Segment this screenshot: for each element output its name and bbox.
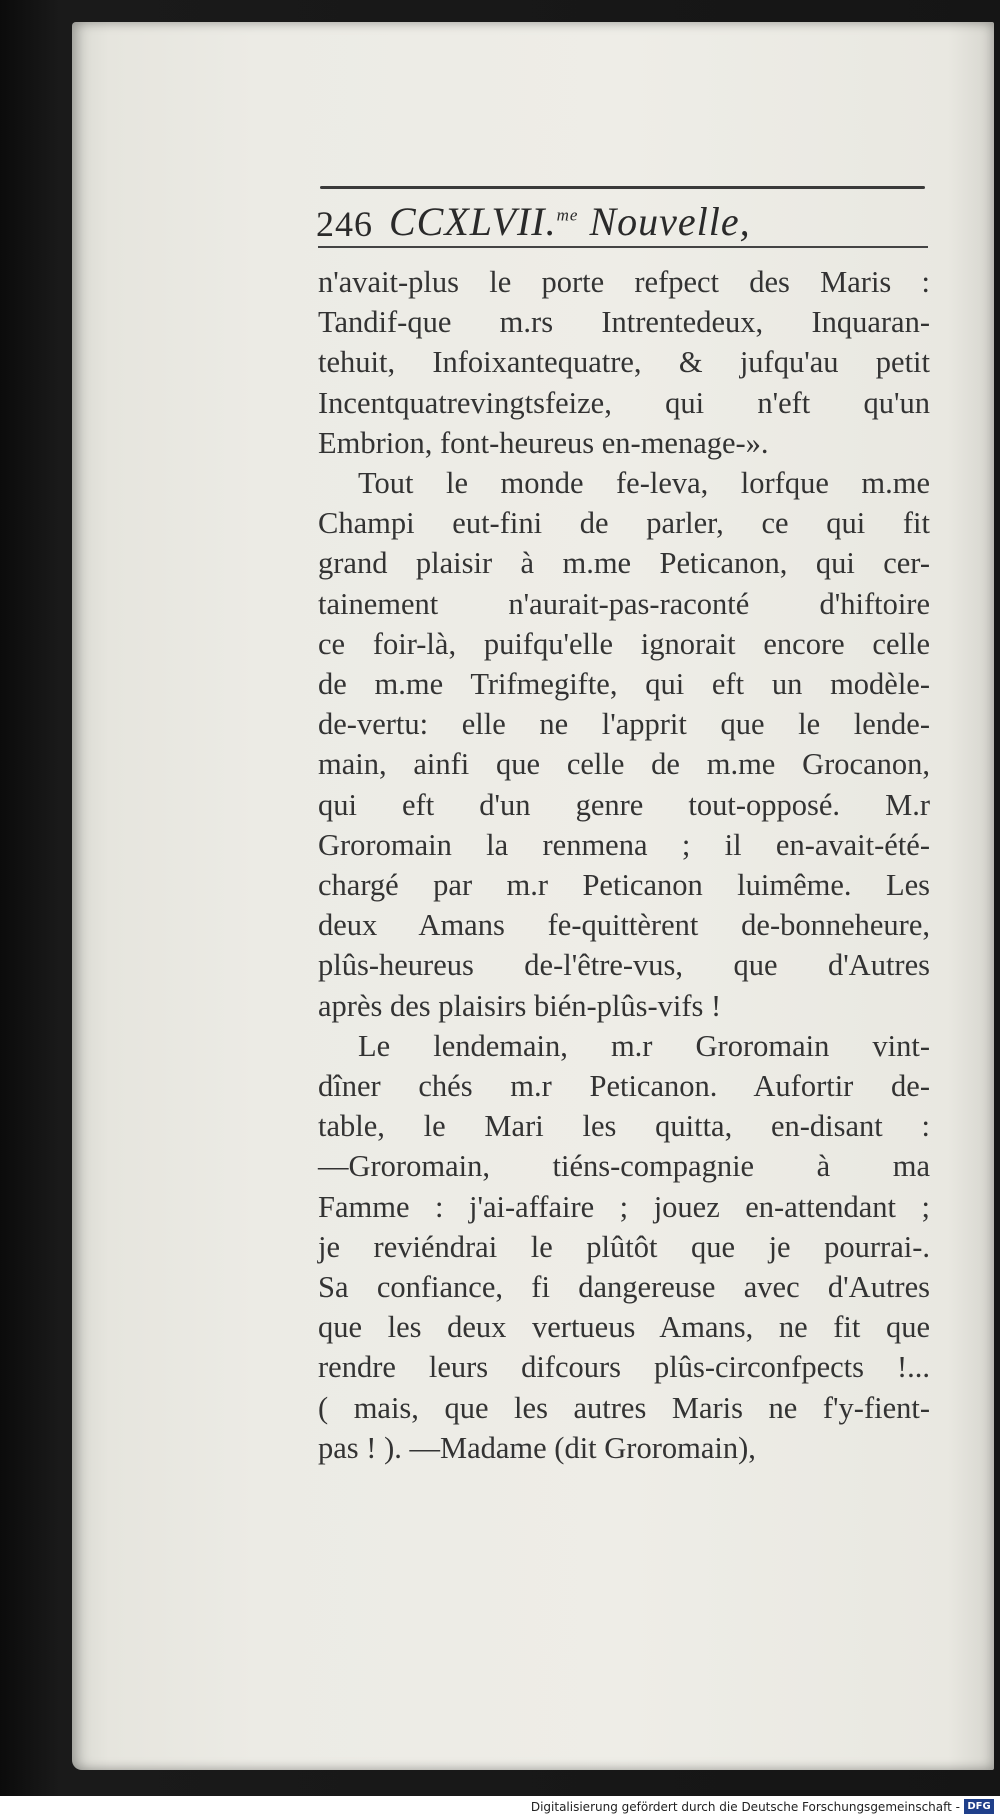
page-number: 246 [316, 204, 373, 244]
text-line: table, le Mari les quitta, en-disant : [318, 1109, 930, 1144]
text-line: rendre leurs difcours plûs-circonfpects !... [318, 1350, 930, 1385]
dfg-logo: DFG [964, 1799, 994, 1814]
text-line: Famme : j'ai-affaire ; jouez en-attendant ; [318, 1189, 930, 1224]
page-header [316, 195, 926, 245]
text-line: main, ainfi que celle de m.me Grocanon, [318, 747, 930, 782]
text-line: Embrion, font-heureus en-menage-». [318, 425, 769, 460]
text-line: n'avait-plus le porte refpect des Maris : [318, 265, 930, 299]
text-line: je reviéndrai le plûtôt que je pourrai-. [318, 1229, 930, 1264]
text-line: grand plaisir à m.me Peticanon, qui cer- [318, 546, 930, 581]
text-line: qui eft d'un genre tout-opposé. M.r [318, 787, 930, 822]
text-line: Champi eut-fini de parler, ce qui fit [318, 506, 930, 541]
text-line: Groromain la renmena ; il en-avait-été- [318, 827, 930, 862]
text-line: chargé par m.r Peticanon luimême. Les [318, 868, 930, 903]
text-line: tehuit, Infoixantequatre, & jufqu'au petit [318, 345, 930, 380]
text-line: —Groromain, tiéns-compagnie à ma [318, 1149, 930, 1184]
header-top-rule [320, 186, 925, 189]
header-bottom-rule [318, 246, 928, 248]
text-line: Tandif-que m.rs Intrentedeux, Inquaran- [318, 305, 930, 340]
text-line: Incentquatrevingtsfeize, qui n'eft qu'un [318, 385, 930, 420]
running-head-superscript: me [556, 205, 579, 225]
running-head [389, 198, 751, 245]
text-line: Sa confiance, fi dangereuse avec d'Autres [318, 1270, 930, 1305]
text-line: ( mais, que les autres Maris ne f'y-fient- [318, 1390, 930, 1425]
text-line: tainement n'aurait-pas-raconté d'hiftoire [318, 586, 930, 621]
text-line: après des plaisirs bién-plûs-vifs ! [318, 988, 722, 1023]
text-line: de-vertu: elle ne l'apprit que le lende- [318, 707, 930, 742]
text-line: deux Amans fe-quittèrent de-bonneheure, [318, 908, 930, 943]
text-line: Le lendemain, m.r Groromain vint- [358, 1028, 930, 1063]
text-line: dîner chés m.r Peticanon. Aufortir de- [318, 1069, 930, 1104]
text-line: ce foir-là, puifqu'elle ignorait encore celle [318, 626, 930, 661]
text-line: Tout le monde fe-leva, lorfque m.me [358, 466, 930, 501]
running-head-roman: CCXLVII. [389, 199, 557, 244]
text-line: de m.me Trifmegifte, qui eft un modèle- [318, 667, 930, 702]
text-line: plûs-heureus de-l'être-vus, que d'Autres [318, 948, 930, 983]
text-line: pas ! ). —Madame (dit Groromain), [318, 1430, 756, 1465]
body-text [318, 262, 930, 1468]
text-line: que les deux vertueus Amans, ne fit que [318, 1310, 930, 1345]
running-head-title: Nouvelle, [578, 199, 751, 244]
digitization-credit: Digitalisierung gefördert durch die Deutsche Forschungsgemeinschaft - [530, 1800, 960, 1814]
